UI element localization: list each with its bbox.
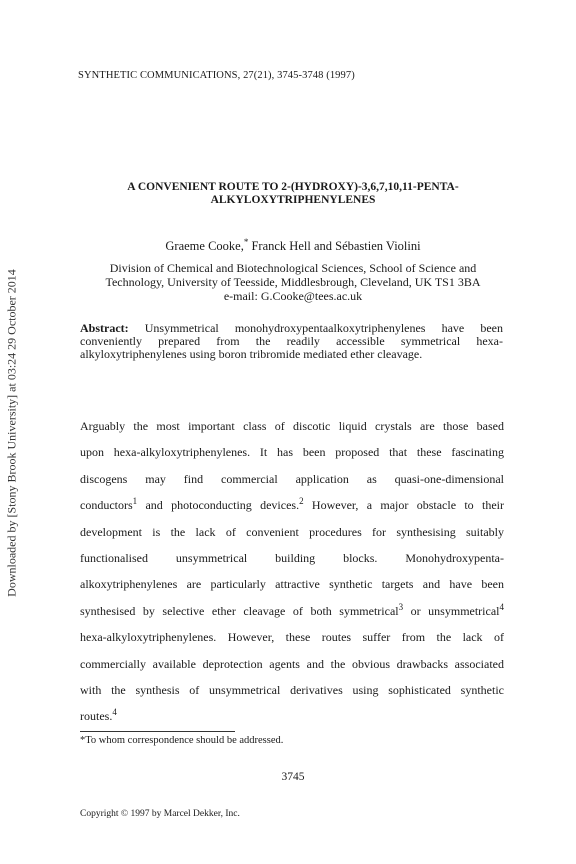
download-watermark [2, 240, 22, 625]
download-watermark-text: Downloaded by [Stony Brook University] at 03:24 29 October 2014 [4, 268, 19, 597]
citation-ref: 4 [499, 601, 504, 612]
body-line: upon hexa-alkyloxytriphenylenes. It has been proposed that these fascinating [80, 445, 504, 460]
body-line: with the synthesis of unsymmetrical derivatives using sophisticated synthetic [80, 682, 504, 697]
body-line: functionalised unsymmetrical building blocks. Monohydroxypenta- [80, 550, 504, 565]
citation-ref: 2 [299, 496, 304, 507]
corresponding-author-mark: * [243, 237, 249, 247]
article-title [78, 181, 508, 207]
affiliation-email: e-mail: G.Cooke@tees.ac.uk [223, 289, 363, 303]
abstract-label: Abstract: [80, 321, 129, 335]
body-line: hexa-alkyloxytriphenylenes. However, these routes suffer from the lack of [80, 630, 504, 645]
title-line-1: A CONVENIENT ROUTE TO 2-(HYDROXY)-3,6,7,10,11-PENTA- [127, 181, 459, 193]
body-line: commercially available deprotection agents and the obvious drawbacks associated [80, 656, 504, 671]
body-line: routes.$^4$ [80, 707, 117, 724]
citation-ref: 3 [398, 601, 404, 612]
affiliation-line-1: Division of Chemical and Biotechnological Sciences, School of Science and [109, 261, 477, 275]
body-line: Arguably the most important class of discotic liquid crystals are those based [80, 419, 504, 433]
page-number: 3745 [281, 771, 305, 783]
body-paragraph [80, 413, 504, 730]
body-line: synthesised by selective ether cleavage of both symmetrical$^3$ or unsymmetrical$^4$ [80, 601, 504, 618]
title-line-2: ALKYLOXYTRIPHENYLENES [210, 194, 376, 206]
running-header: SYNTHETIC COMMUNICATIONS, 27(21), 3745-3748 (1997) [78, 70, 355, 81]
body-line: alkoxytriphenylenes are particularly attractive synthetic targets and have been [80, 577, 504, 592]
footnote-rule [80, 731, 235, 732]
abstract-line-3: alkyloxytriphenylenes using boron tribromide mediated ether cleavage. [80, 347, 423, 361]
abstract-line-2: conveniently prepared from the readily accessible symmetrical hexa- [80, 334, 503, 348]
citation-ref: 1 [132, 496, 138, 507]
body-line: discogens may find commercial application as quasi-one-dimensional [80, 471, 504, 486]
author-first: Graeme Cooke, [165, 239, 244, 253]
author-rest: Franck Hell and Sébastien Violini [248, 239, 421, 253]
affiliation [78, 261, 508, 303]
abstract [80, 322, 503, 361]
footnote: *To whom correspondence should be addressed. [80, 735, 284, 746]
body-line: development is the lack of convenient procedures for synthesising suitably [80, 524, 504, 539]
author-list [78, 239, 508, 254]
body-line: conductors$^1$ and photoconducting devices.$^2$ However, a major obstacle to their [80, 496, 504, 513]
citation-ref: 4 [112, 707, 117, 718]
copyright-notice: Copyright © 1997 by Marcel Dekker, Inc. [80, 809, 240, 819]
affiliation-line-2: Technology, University of Teesside, Middlesbrough, Cleveland, UK TS1 3BA [105, 275, 481, 289]
abstract-line-1: Abstract: Unsymmetrical monohydroxypentaalkoxytriphenylenes have been [80, 321, 503, 335]
